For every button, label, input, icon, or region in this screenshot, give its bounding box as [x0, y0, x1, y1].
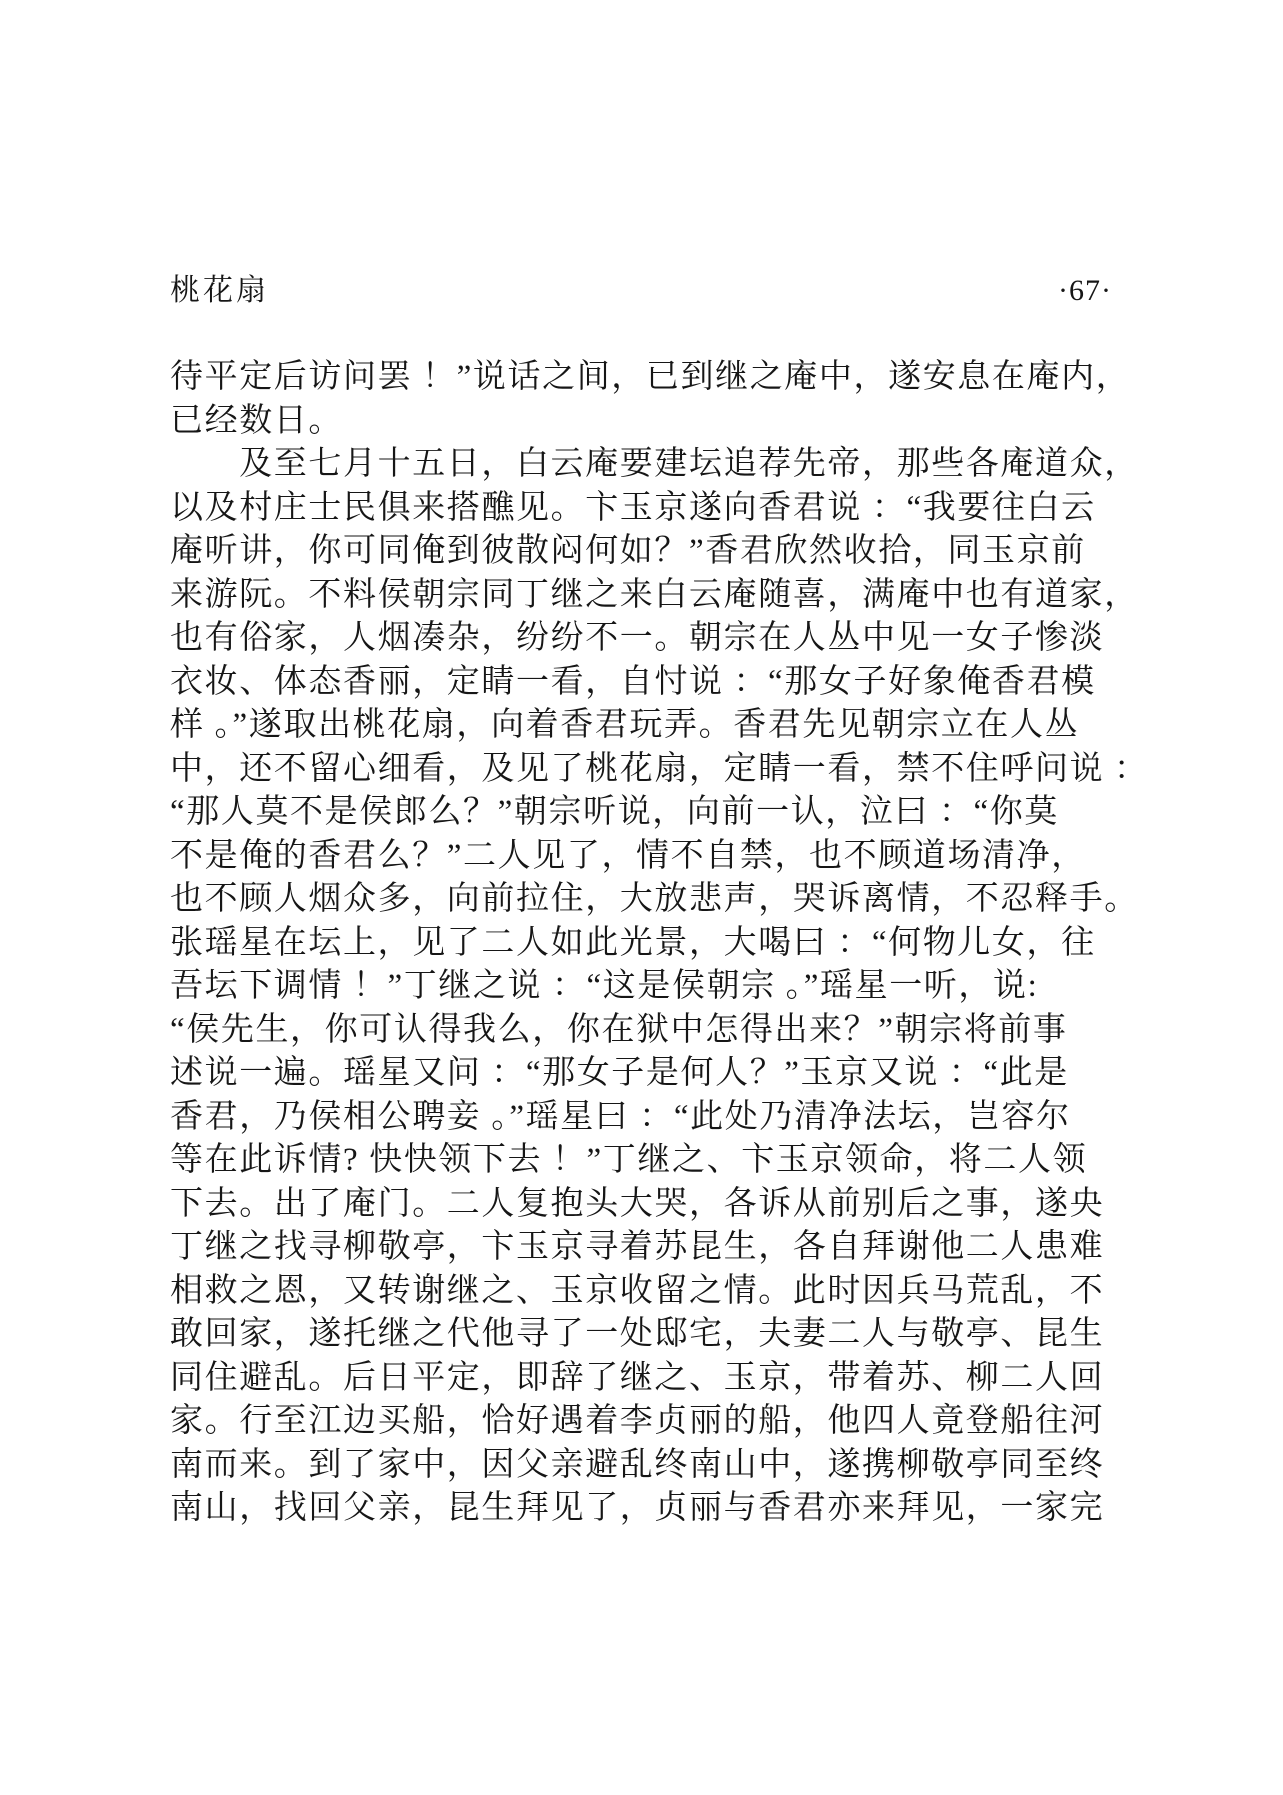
text-line: “那人莫不是侯郎么？”朝宗听说，向前一认，泣曰 ：“你莫 [170, 794, 1059, 830]
page-number: ·67· [1058, 274, 1112, 307]
text-line: 也有俗家，人烟凑杂，纷纷不一。朝宗在人丛中见一女子惨淡 [170, 620, 1105, 656]
text-line: 样 。”遂取出桃花扇，向着香君玩弄。香君先见朝宗立在人丛 [170, 707, 1080, 743]
text-line: 下去。出了庵门。二人复抱头大哭，各诉从前别后之事，遂央 [170, 1185, 1105, 1222]
text-line: 南而来。到了家中，因父亲避乱终南山中，遂携柳敬亭同至终 [170, 1446, 1105, 1483]
body-text [170, 356, 1149, 1531]
text-line: 衣妆、体态香丽，定睛一看，自忖说 ：“那女子好象俺香君模 [170, 663, 1096, 700]
text-line: 南山，找回父亲，昆生拜见了，贞丽与香君亦来拜见，一家完 [170, 1490, 1105, 1526]
text-line: 待平定后访问罢 ！”说话之间，已到继之庵中，遂安息在庵内， [170, 359, 1131, 395]
page-header [170, 274, 1112, 308]
text-line: 香君，乃侯相公聘妾 。”瑶星曰 ：“此处乃清净法坛，岂容尔 [170, 1098, 1071, 1135]
text-line: 来游阮。不料侯朝宗同丁继之来白云庵随喜，满庵中也有道家， [170, 576, 1139, 613]
text-line: 以及村庄士民俱来搭醮见。卞玉京遂向香君说 ：“我要往白云 [170, 489, 1096, 526]
text-line: 张瑶星在坛上，见了二人如此光景，大喝曰 ：“何物儿女，往 [170, 924, 1096, 961]
book-title: 桃花扇 [170, 274, 269, 307]
text-line: 已经数日。 [170, 402, 343, 439]
text-line: 家。行至江边买船，恰好遇着李贞丽的船，他四人竟登船往河 [170, 1403, 1105, 1439]
text-line: “侯先生，你可认得我么，你在狱中怎得出来？”朝宗将前事 [170, 1011, 1068, 1048]
text-line: 不是俺的香君么？”二人见了，情不自禁，也不顾道场清净， [170, 837, 1086, 874]
text-line: 及至七月十五日，白云庵要建坛追荐先帝，那些各庵道众， [170, 446, 1139, 482]
text-line: 相救之恩，又转谢继之、玉京收留之情。此时因兵马荒乱，不 [170, 1272, 1105, 1309]
text-line: 吾坛下调情 ！”丁继之说 ：“这是侯朝宗 。”瑶星一听，说: [170, 968, 1039, 1004]
text-line: 同住避乱。后日平定，即辞了继之、玉京，带着苏、柳二人回 [170, 1359, 1105, 1396]
text-line: 丁继之找寻柳敬亭，卞玉京寻着苏昆生，各自拜谢他二人患难 [170, 1229, 1105, 1265]
text-line: 中，还不留心细看，及见了桃花扇，定睛一看，禁不住呼问说 ： [170, 750, 1149, 787]
text-line: 庵听讲，你可同俺到彼散闷何如？”香君欣然收拾，同玉京前 [170, 533, 1086, 569]
text-line: 也不顾人烟众多，向前拉住，大放悲声，哭诉离情，不忍释手。 [170, 881, 1139, 917]
text-line: 述说一遍。瑶星又问 ：“那女子是何人？”玉京又说 ：“此是 [170, 1055, 1069, 1091]
text-line: 敢回家，遂托继之代他寻了一处邸宅，夫妻二人与敬亭、昆生 [170, 1316, 1105, 1352]
text-line: 等在此诉情? 快快领下去 ！”丁继之、卞玉京领命，将二人领 [170, 1142, 1088, 1178]
